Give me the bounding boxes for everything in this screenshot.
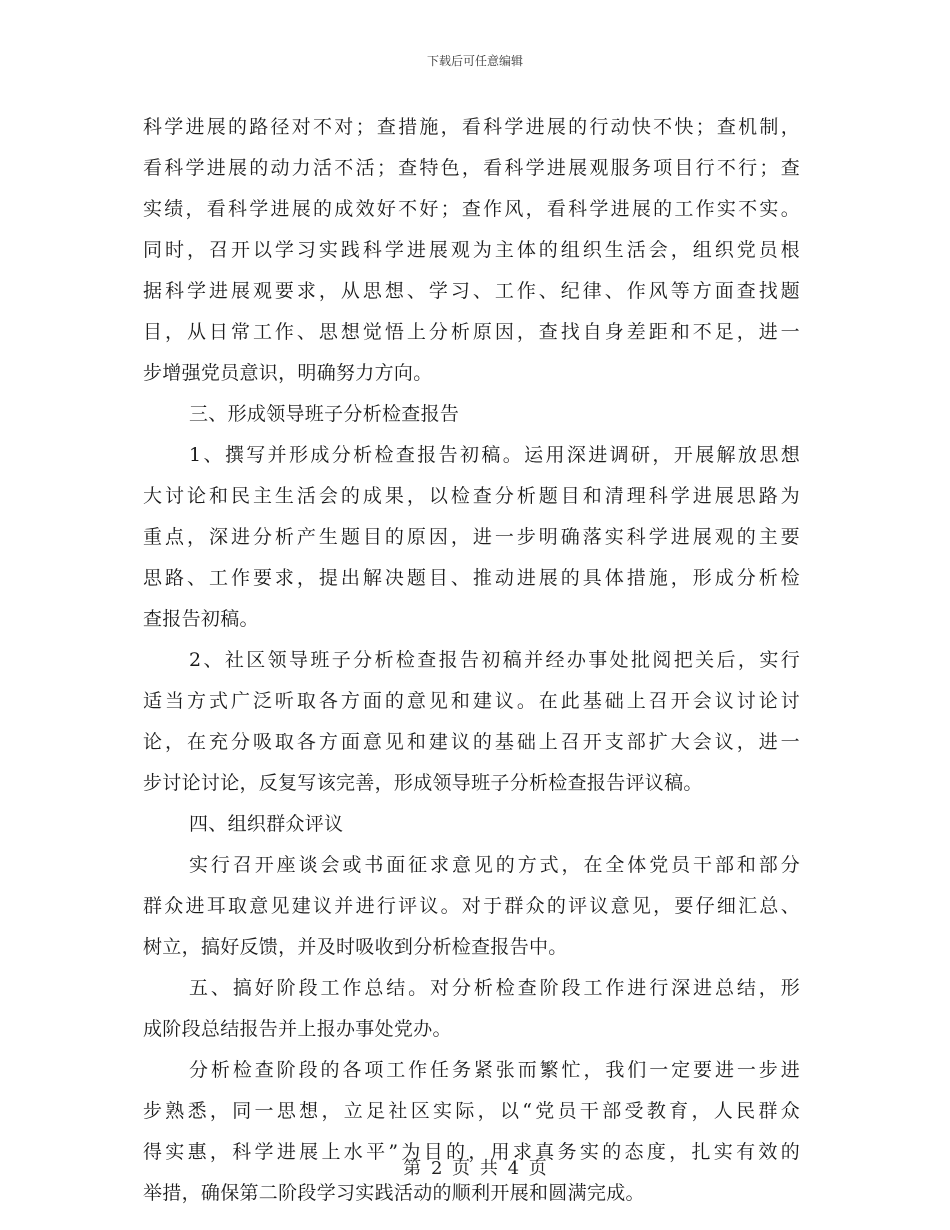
text-line: 看科学进展的动力活不活；查特色，看科学进展观服务项目行不行；查 [143, 157, 800, 179]
document-body [143, 107, 800, 1214]
text-line: 思路、工作要求，提出解决题目、推动进展的具体措施，形成分析检 [143, 567, 800, 589]
text-line: 据科学进展观要求，从思想、学习、工作、纪律、作风等方面查找题 [143, 280, 800, 302]
text-line: 成阶段总结报告并上报办事处党办。 [143, 1018, 452, 1040]
paragraph-first-line: 分析检查阶段的各项工作任务紧张而繁忙，我们一定要进一步进 [189, 1059, 800, 1081]
text-line: 目，从日常工作、思想觉悟上分析原因，查找自身差距和不足，进一 [143, 321, 800, 343]
text-line: 树立，搞好反馈，并及时吸收到分析检查报告中。 [143, 936, 568, 958]
paragraph-first-line: 实行召开座谈会或书面征求意见的方式，在全体党员干部和部分 [189, 854, 800, 876]
paragraph-first-line: 2、社区领导班子分析检查报告初稿并经办事处批阅把关后，实行 [189, 649, 800, 671]
text-line: 重点，深进分析产生题目的原因，进一步明确落实科学进展观的主要 [143, 526, 800, 548]
text-line: 步增强党员意识，明确努力方向。 [143, 362, 433, 384]
text-line: 实绩，看科学进展的成效好不好；查作风，看科学进展的工作实不实。 [143, 198, 800, 220]
text-line: 步熟悉，同一思想，立足社区实际，以“党员干部受教育，人民群众 [143, 1100, 800, 1122]
section-heading: 四、组织群众评议 [189, 813, 344, 835]
text-line: 科学进展的路径对不对；查措施，看科学进展的行动快不快；查机制， [143, 116, 800, 138]
paragraph-first-line: 1、撰写并形成分析检查报告初稿。运用深进调研，开展解放思想 [189, 444, 800, 466]
text-line: 得实惠，科学进展上水平”为目的，用求真务实的态度，扎实有效的 [143, 1141, 800, 1163]
section-heading: 五、搞好阶段工作总结。对分析检查阶段工作进行深进总结，形 [189, 977, 800, 999]
text-line: 举措，确保第二阶段学习实践活动的顺利开展和圆满完成。 [143, 1182, 645, 1204]
page-number: 第 2 页 共 4 页 [403, 1158, 547, 1179]
text-line: 步讨论讨论，反复写该完善，形成领导班子分析检查报告评议稿。 [143, 772, 703, 794]
text-line: 查报告初稿。 [143, 608, 259, 630]
text-line: 大讨论和民主生活会的成果，以检查分析题目和清理科学进展思路为 [143, 485, 800, 507]
text-line: 同时，召开以学习实践科学进展观为主体的组织生活会，组织党员根 [143, 239, 800, 261]
page-header: 下载后可任意编辑 [426, 54, 523, 68]
text-line: 适当方式广泛听取各方面的意见和建议。在此基础上召开会议讨论讨 [143, 690, 800, 712]
text-line: 论，在充分吸取各方面意见和建议的基础上召开支部扩大会议，进一 [143, 731, 800, 753]
text-line: 群众进耳取意见建议并进行评议。对于群众的评议意见，要仔细汇总、 [143, 895, 800, 917]
section-heading: 三、形成领导班子分析检查报告 [189, 403, 460, 425]
